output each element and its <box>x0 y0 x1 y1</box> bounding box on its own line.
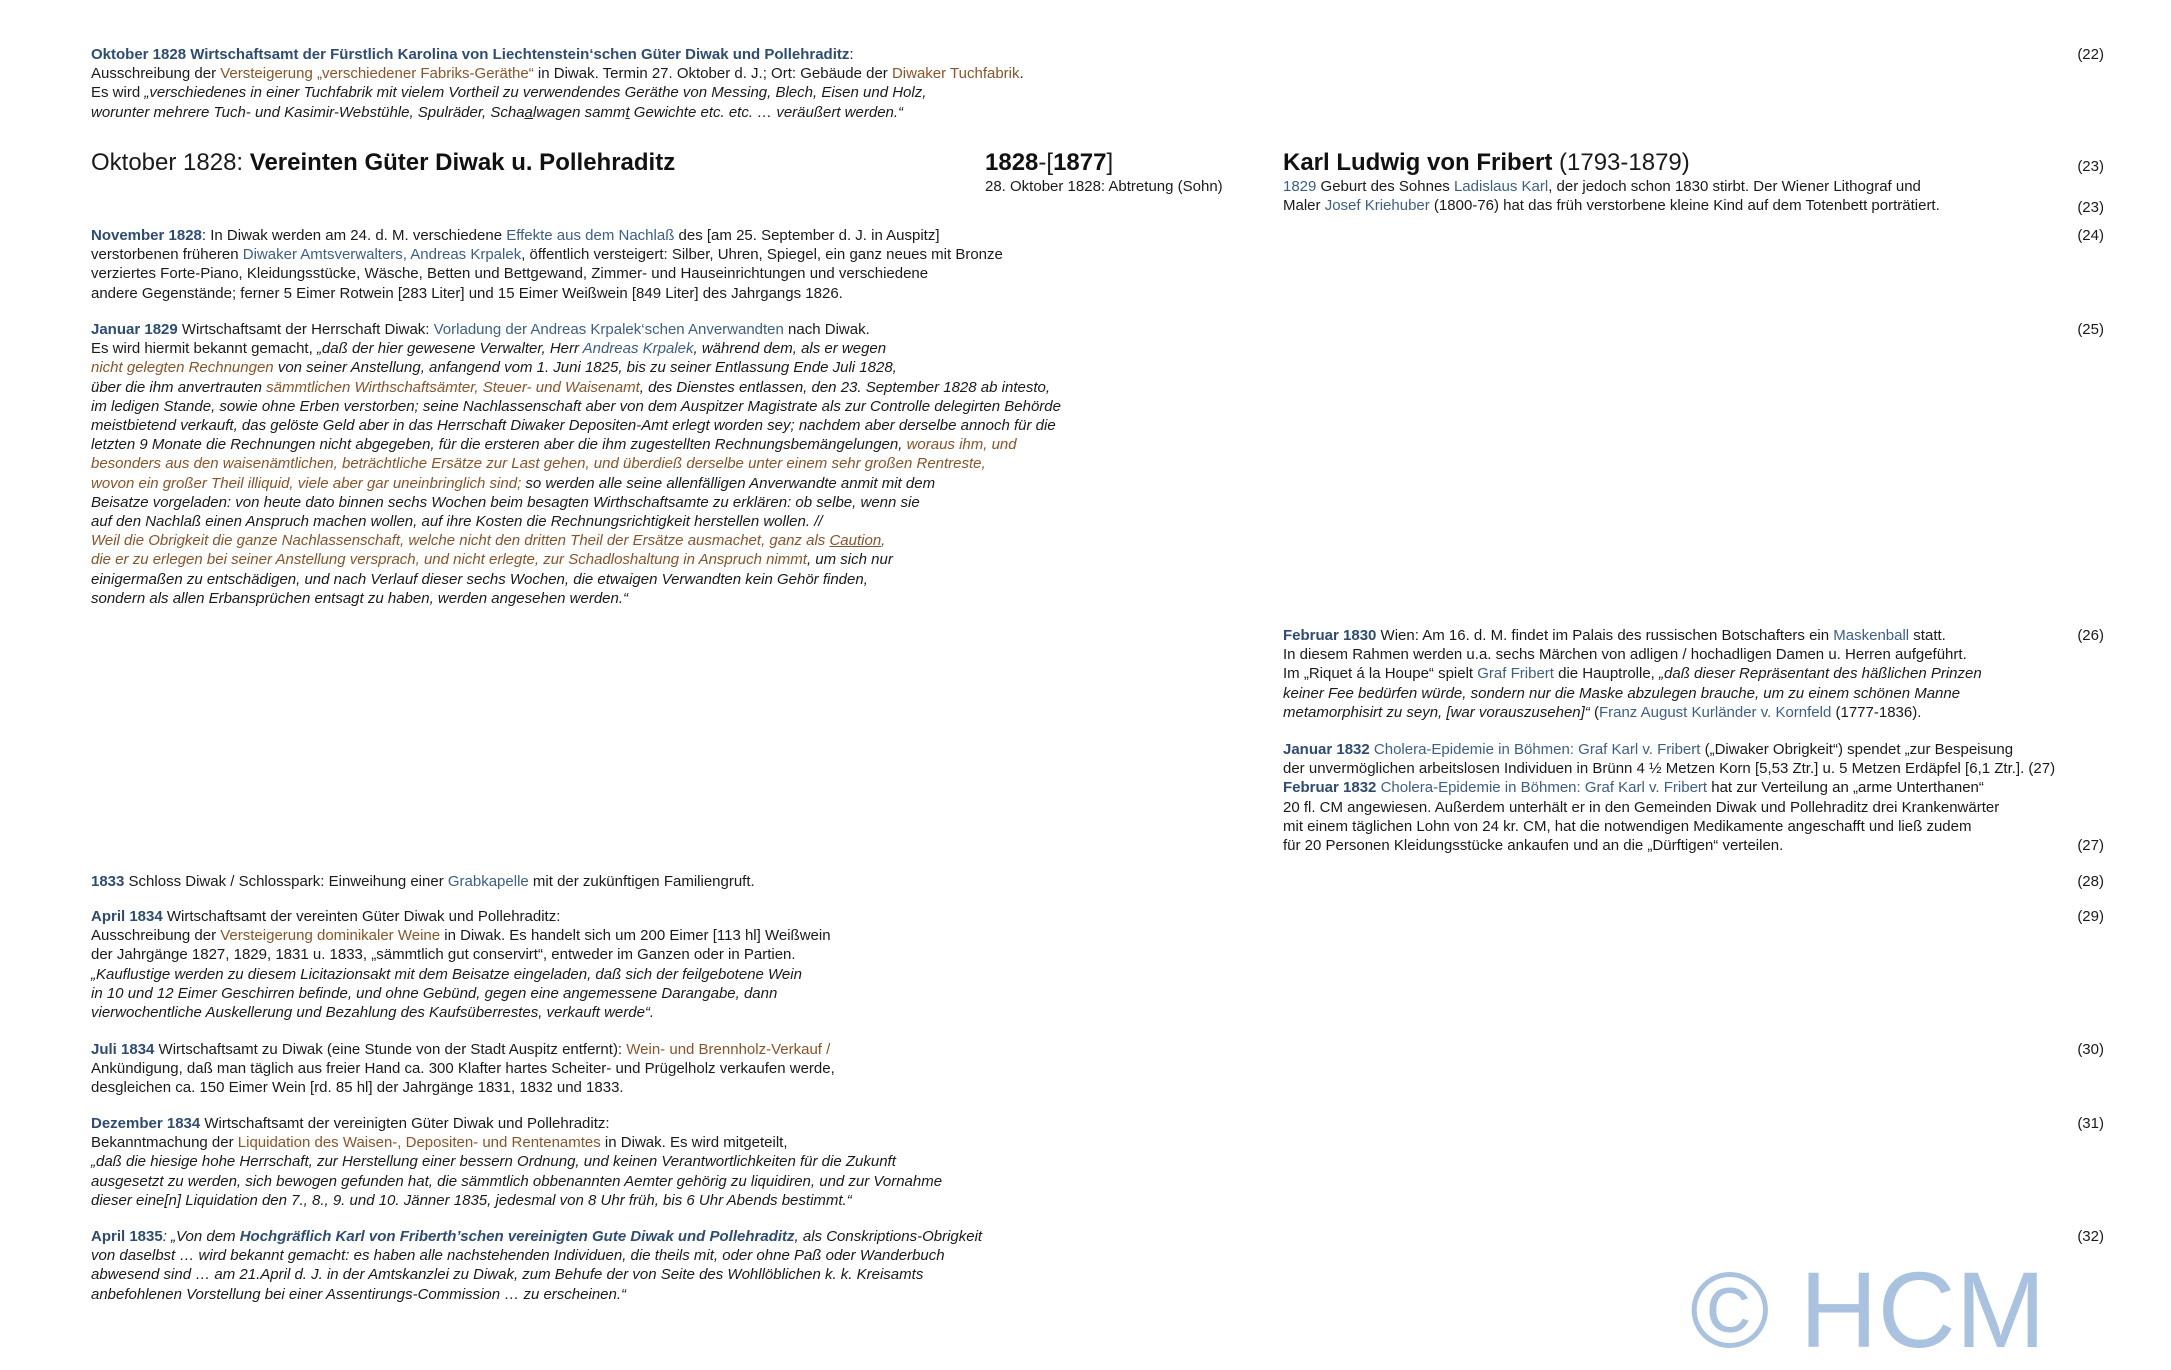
entry-30: Juli 1834 Wirtschaftsamt zu Diwak (eine Stunde von der Stadt Auspitz entfernt): Wein- und Brennholz-Verkauf / Ankündigung, daß man täglich aus freier Hand ca. 300 Klafter hartes Scheiter- und Prügelholz verkaufen werde, desgleichen ca. 150 Eimer Wein [rd. 85 hl] der Jahrgänge 1831, 1832 und 1833. <box>91 1041 835 1097</box>
owner-heading: Karl Ludwig von Fribert (1793-1879) <box>1283 149 1690 176</box>
entry-number: (28) <box>2077 873 2104 890</box>
copyright-watermark: © HCM <box>1690 1249 2046 1370</box>
entry-27: Januar 1832 Cholera-Epidemie in Böhmen: Graf Karl v. Fribert („Diwaker Obrigkeit“) spendet „zur Bespeisung der unvermöglichen arbeitslosen Individuen in Brünn 4 ½ Metzen Korn [5,53 Ztr.] u. 5 Metzen Erdäpfel [6,1 Ztr.]. (27) Februar 1832 Cholera-Epidemie in Böhmen: Graf Karl v. Fribert hat zur Verteilung an „arme Unterthanen“ 20 fl. CM angewiesen. Außerdem unterhält er in den Gemeinden Diwak und Pollehraditz drei Krankenwärter mit einem täglichen Lohn von 24 kr. CM, hat die notwendigen Medikamente angeschafft und ließ zudem für 20 Personen Kleidungsstücke ankaufen und an die „Dürftigen“ verteilen. <box>1283 741 2056 855</box>
entry-number: (26) <box>2077 627 2104 644</box>
entry-28: 1833 Schloss Diwak / Schlosspark: Einweihung einer Grabkapelle mit der zukünftigen Familiengruft. <box>91 873 755 890</box>
entry-26: Februar 1830 Wien: Am 16. d. M. findet im Palais des russischen Botschafters ein Maskenball statt. In diesem Rahmen werden u.a. sechs Märchen von adligen / hochadligen Damen u. Herren aufgeführt. Im „Riquet á la Houpe“ spielt Graf Fribert die Hauptrolle, „daß dieser Repräsentant des häßlichen Prinzen keiner Fee bedürfen würde, sondern nur die Maske abzulegen brauche, um zu einem schönen Manne metamorphisirt zu seyn, [war vorauszusehen]“ (Franz August Kurländer v. Kornfeld (1777-1836). <box>1283 627 1982 721</box>
entry-32: April 1835: „Von dem Hochgräflich Karl von Friberth’schen vereinigten Gute Diwak und Pollehraditz, als Conskriptions-Obrigkeit von daselbst … wird bekannt gemacht: es haben alle nachstehenden Individuen, die theils mit, oder ohne Paß oder Wanderbuch abwesend sind … am 21.April d. J. in der Amtskanzlei zu Diwak, zum Behufe der von Seite des Wohllöblichen k. k. Kreisamts anbefohlenen Vorstellung bei einer Assentirungs-Commission … zu erscheinen.“ <box>91 1228 983 1303</box>
entry-number: (27) <box>2077 837 2104 854</box>
entry-22: Oktober 1828 Wirtschaftsamt der Fürstlich Karolina von Liechtenstein‘schen Güter Diwak und Pollehraditz: Ausschreibung der Versteigerung „verschiedener Fabriks-Geräthe“ in Diwak. Termin 27. Oktober d. J.; Ort: Gebäude der Diwaker Tuchfabrik. Es wird „verschiedenes in einer Tuchfabrik mit vielem Vortheil zu verwendendes Geräthe von Messing, Blech, Eisen und Holz, worunter mehrere Tuch- und Kasimir-Webstühle, Spulräder, Schaalwagen sammt Gewichte etc. etc. … veräußert werden.“ <box>91 46 1024 121</box>
entry-number: (23) <box>2077 158 2104 175</box>
entry-23: 1829 Geburt des Sohnes Ladislaus Karl, der jedoch schon 1830 stirbt. Der Wiener Lithograf und Maler Josef Kriehuber (1800-76) hat das früh verstorbene kleine Kind auf dem Totenbett porträtiert. <box>1283 178 1940 215</box>
entry-number: (22) <box>2077 46 2104 63</box>
entry-number: (25) <box>2077 321 2104 338</box>
section-title: Oktober 1828: Vereinten Güter Diwak u. Pollehraditz <box>91 149 676 176</box>
entry-number: (30) <box>2077 1041 2104 1058</box>
entry-number: (29) <box>2077 908 2104 925</box>
entry-number: (24) <box>2077 227 2104 244</box>
entry-24: November 1828: In Diwak werden am 24. d. M. verschiedene Effekte aus dem Nachlaß des [am 25. September d. J. in Auspitz] verstorbenen früheren Diwaker Amtsverwalters, Andreas Krpalek, öffentlich versteigert: Silber, Uhren, Spiegel, ein ganz neues mit Bronze verziertes Forte-Piano, Kleidungsstücke, Wäsche, Betten und Bettgewand, Zimmer- und Hauseinrichtungen und verschiedene andere Gegenstände; ferner 5 Eimer Rotwein [283 Liter] und 15 Eimer Weißwein [849 Liter] des Jahrgangs 1826. <box>91 227 1003 302</box>
entry-number: (32) <box>2077 1228 2104 1245</box>
period-heading: 1828-[1877] 28. Oktober 1828: Abtretung (Sohn) <box>985 149 1223 195</box>
entry-number: (23) <box>2077 199 2104 216</box>
entry-29: April 1834 Wirtschaftsamt der vereinten Güter Diwak und Pollehraditz: Ausschreibung der Versteigerung dominikaler Weine in Diwak. Es handelt sich um 200 Eimer [113 hl] Weißwein der Jahrgänge 1827, 1829, 1831 u. 1833, „sämmtlich gut conservirt“, entweder im Ganzen oder in Partien. „Kauflustige werden zu diesem Licitazionsakt mit dem Beisatze eingeladen, daß sich der feilgebotene Wein in 10 und 12 Eimer Geschirren befinde, und ohne Gebünd, gegen eine angemessene Darangabe, dann vierwochentliche Auskellerung und Bezahlung des Kaufsüberrestes, verkauft werde“. <box>91 908 831 1022</box>
entry-number: (31) <box>2077 1115 2104 1132</box>
entry-25: Januar 1829 Wirtschaftsamt der Herrschaft Diwak: Vorladung der Andreas Krpalek‘schen Anverwandten nach Diwak. Es wird hiermit bekannt gemacht, „daß der hier gewesene Verwalter, Herr Andreas Krpalek, während dem, als er wegen nicht gelegten Rechnungen von seiner Anstellung, anfangend vom 1. Juni 1825, bis zu seiner Entlassung Ende Juli 1828, über die ihm anvertrauten sämmtlichen Wirthschaftsämter, Steuer- und Waisenamt, des Dienstes entlassen, den 23. September 1828 ab intesto, im ledigen Stande, sowie ohne Erben verstorben; seine Nachlassenschaft aber von dem Auspitzer Magistrate als zur Controlle delegirten Behörde meistbietend verkauft, das gelöste Geld aber in das Herrschaft Diwaker Depositen-Amt erlegt worden sey; nachdem aber derselbe annoch für die letzten 9 Monate die Rechnungen nicht abgegeben, für die ersteren aber die ihm zugestellten Rechnungsbemängelungen, woraus ihm, und besonders aus den waisenämtlichen, beträchtliche Ersätze zur Last gehen, und überdieß derselbe unter einem sehr großen Rentreste, wovon ein großer Theil illiquid, viele aber gar uneinbringlich sind; so werden alle seine allenfälligen Anverwandte anmit mit dem Beisatze vorgeladen: von heute dato binnen sechs Wochen beim besagten Wirthschaftsamte zu erklären: ob selbe, wenn sie auf den Nachlaß einen Anspruch machen wollen, auf ihre Kosten die Rechnungsrichtigkeit herstellen wollen. // Weil die Obrigkeit die ganze Nachlassenschaft, welche nicht den dritten Theil der Ersätze ausmachet, ganz als Caution, die er zu erlegen bei seiner Anstellung versprach, und nicht erlegte, zur Schadloshaltung in Anspruch nimmt, um sich nur einigermaßen zu entschädigen, und nach Verlauf dieser sechs Wochen, die etwaigen Verwandten kein Gehör finden, sondern als allen Erbansprüchen entsagt zu haben, werden angesehen werden.“ <box>91 321 1061 607</box>
entry-31: Dezember 1834 Wirtschaftsamt der vereinigten Güter Diwak und Pollehraditz: Bekanntmachung der Liquidation des Waisen-, Depositen- und Rentenamtes in Diwak. Es wird mitgeteilt, „daß die hiesige hohe Herrschaft, zur Herstellung einer bessern Ordnung, und keinen Verantwortlichkeiten für die Zukunft ausgesetzt zu werden, sich bewogen gefunden hat, die sämmtlich obbenannten Aemter gehörig zu liquidiren, und zur Vornahme dieser eine[n] Liquidation den 7., 8., 9. und 10. Jänner 1835, jedesmal von 8 Uhr früh, bis 6 Uhr Abends bestimmt.“ <box>91 1115 943 1209</box>
